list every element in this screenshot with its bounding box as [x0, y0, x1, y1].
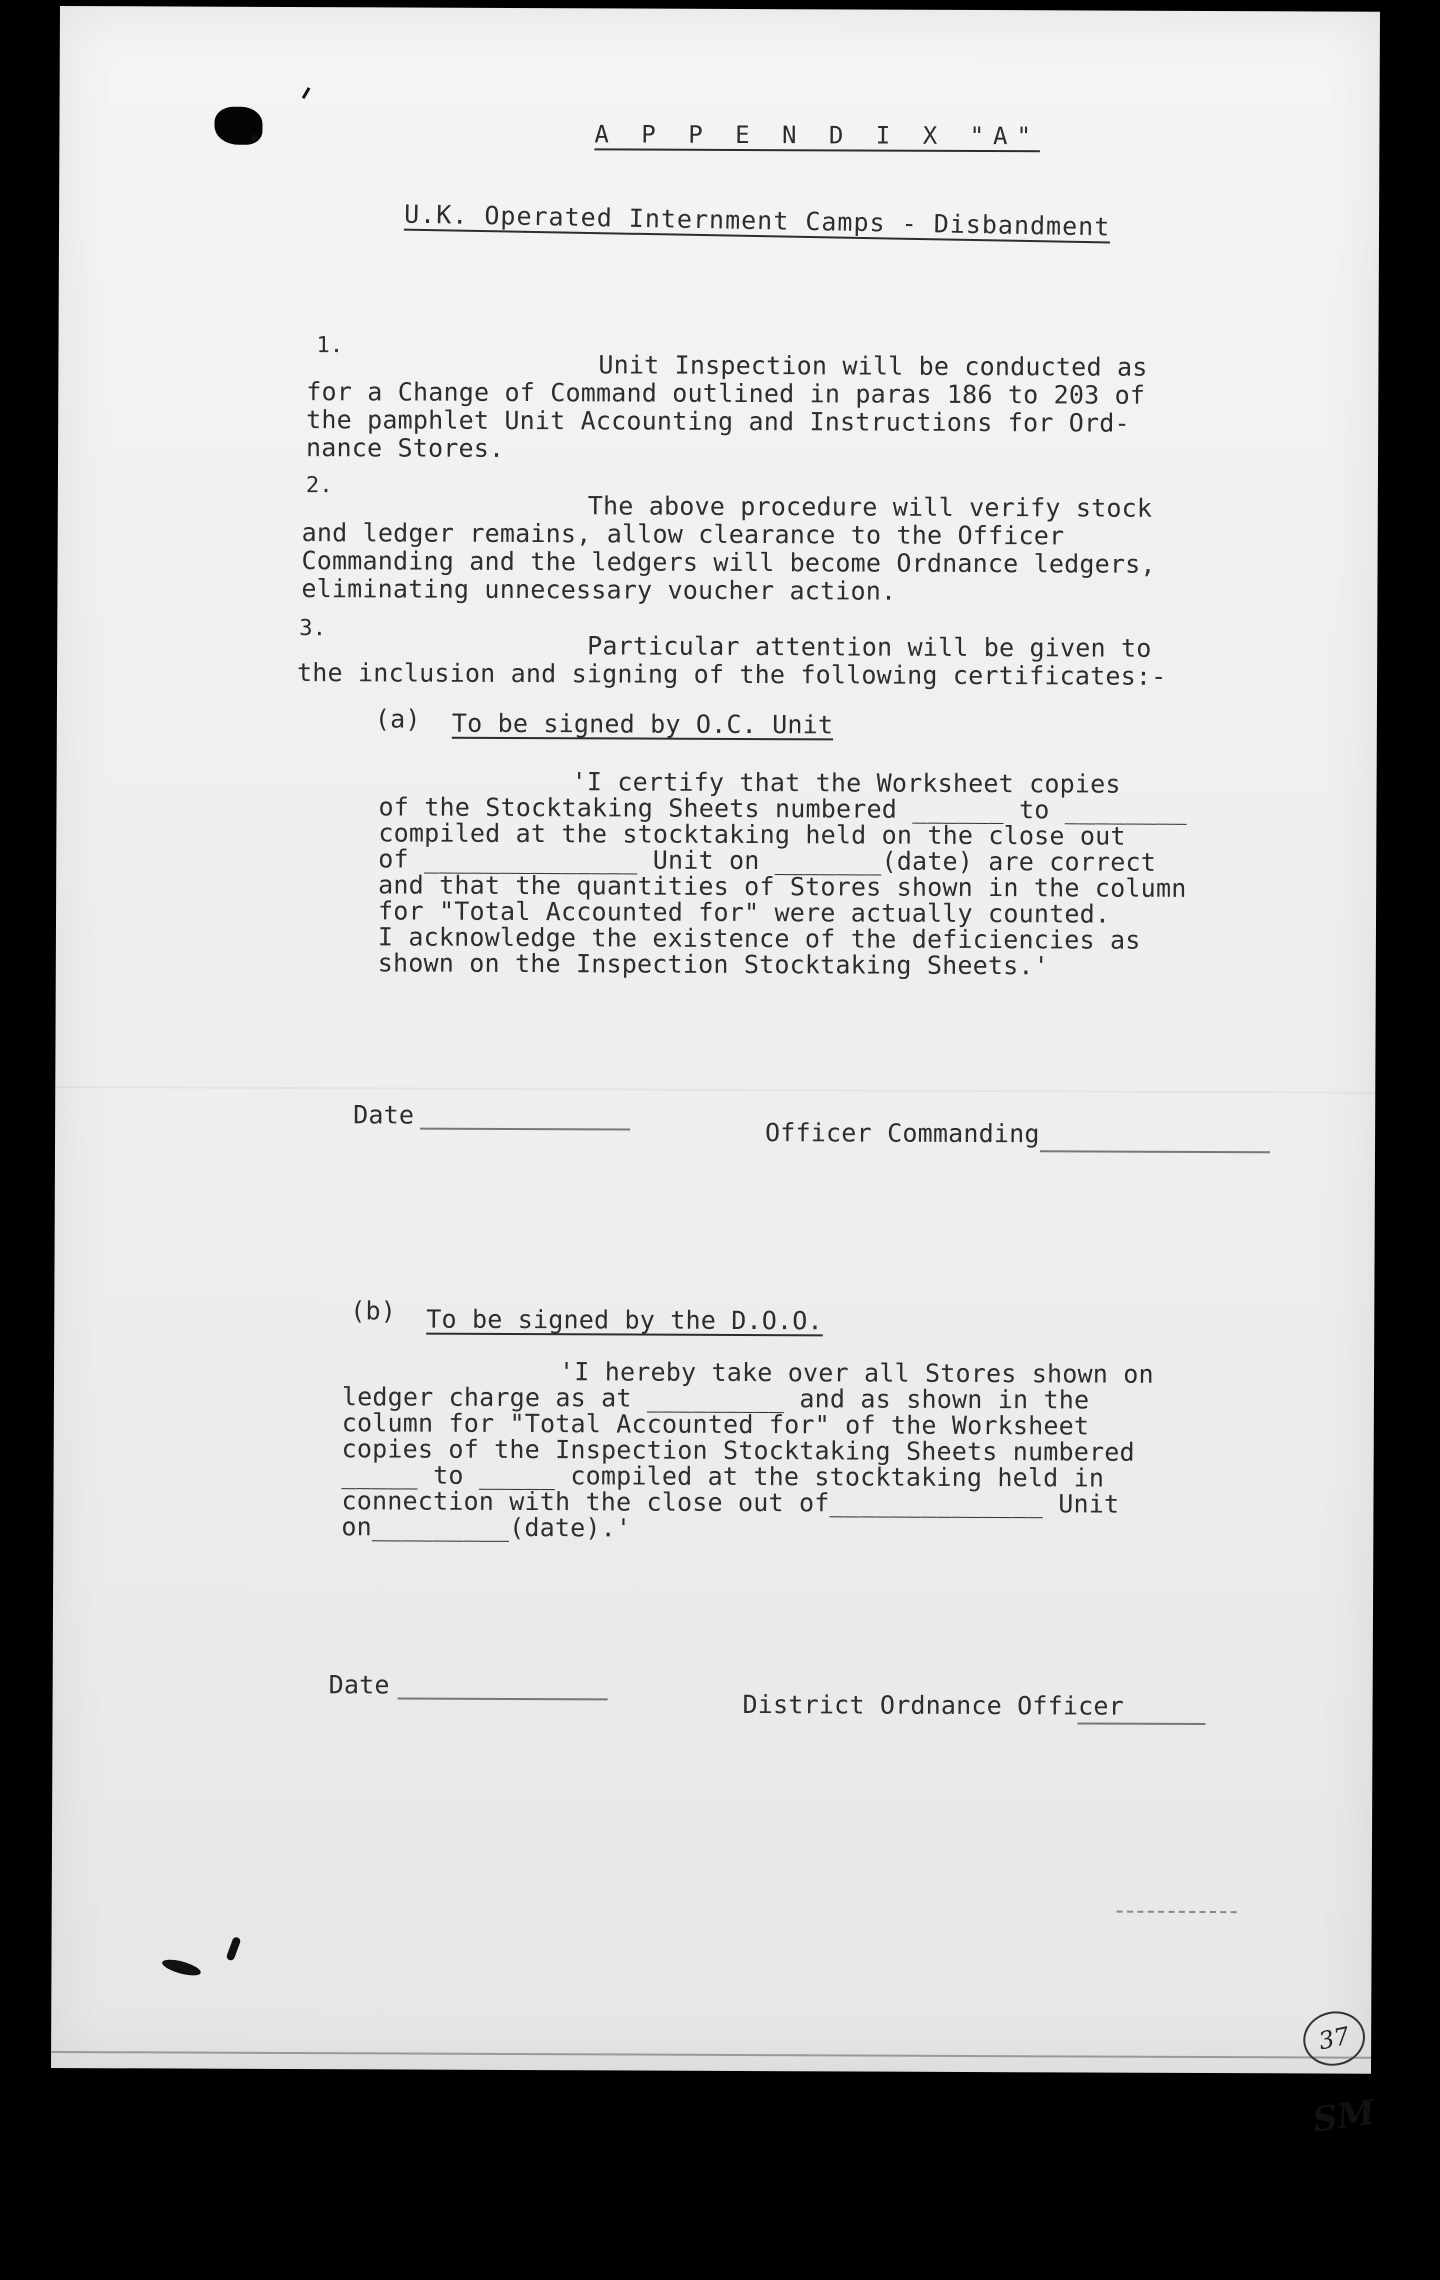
- cert-b-line: on_________(date).': [341, 1512, 632, 1543]
- cert-b-date-label: Date: [328, 1670, 390, 1700]
- cert-b-heading: To be signed by the D.O.O.: [426, 1304, 823, 1336]
- para2-line: and ledger remains, allow clearance to the Officer: [301, 518, 1065, 551]
- cert-a-line: compiled at the stocktaking held on the close out: [378, 818, 1126, 851]
- handwritten-initials: SM: [1310, 2092, 1378, 2141]
- cert-b-line: ledger charge as at _________ and as shown in the: [341, 1382, 1090, 1415]
- cert-b-officer-label: District Ordnance Officer: [742, 1689, 1124, 1721]
- pen-dot: [226, 1936, 242, 1961]
- cert-a-line: shown on the Inspection Stocktaking Sheets.': [377, 948, 1049, 981]
- page-fold: [55, 1086, 1375, 1094]
- cert-a-label: (a): [374, 704, 421, 734]
- cert-b-signature-line: [1078, 1722, 1206, 1725]
- cert-a-date-line: [420, 1128, 630, 1131]
- para1-line: nance Stores.: [306, 433, 505, 463]
- cert-a-line: 'I certify that the Worksheet copies: [571, 767, 1121, 799]
- cert-b-date-line: [398, 1697, 608, 1700]
- para2-number: 2.: [305, 473, 333, 499]
- cert-a-line: of ______________ Unit on _______(date) are correct: [378, 844, 1157, 877]
- para1-line: the pamphlet Unit Accounting and Instructions for Ord-: [306, 405, 1130, 438]
- cert-a-officer-label: Officer Commanding: [765, 1118, 1040, 1149]
- para1-line: Unit Inspection will be conducted as: [598, 350, 1148, 382]
- cert-a-line: and that the quantities of Stores shown in the column: [378, 870, 1187, 903]
- cert-b-line: _____ to _____ compiled at the stocktaking held in: [341, 1460, 1105, 1493]
- cert-a-line: of the Stocktaking Sheets numbered ______ to ________: [378, 792, 1187, 825]
- para1-line: for a Change of Command outlined in paras 186 to 203 of: [306, 377, 1146, 410]
- cert-a-heading: To be signed by O.C. Unit: [451, 708, 834, 740]
- para3-number: 3.: [299, 616, 327, 642]
- cert-a-signature-line: [1040, 1150, 1270, 1153]
- bottom-rule: [51, 2051, 1371, 2059]
- para3-line: the inclusion and signing of the following certificates:-: [297, 658, 1167, 691]
- cert-b-line: column for "Total Accounted for" of the Worksheet: [341, 1408, 1090, 1441]
- para2-line: The above procedure will verify stock: [587, 491, 1153, 523]
- cert-a-line: I acknowledge the existence of the deficiencies as: [377, 922, 1141, 955]
- dashed-rule: [1117, 1911, 1237, 1914]
- document-title: A P P E N D I X "A": [594, 120, 1041, 151]
- para3-line: Particular attention will be given to: [587, 631, 1152, 663]
- document-subtitle: U.K. Operated Internment Camps - Disbandment: [403, 199, 1111, 242]
- cert-a-line: for "Total Accounted for" were actually counted.: [377, 896, 1111, 929]
- folio-number-stamp: 37: [1298, 2006, 1370, 2071]
- cert-b-line: connection with the close out of______________ Unit: [341, 1486, 1120, 1519]
- para2-line: eliminating unnecessary voucher action.: [301, 574, 897, 606]
- cert-b-label: (b): [350, 1296, 397, 1326]
- document-page: [51, 6, 1380, 2141]
- ink-dot: [251, 135, 257, 141]
- cert-b-line: 'I hereby take over all Stores shown on: [558, 1357, 1154, 1389]
- para2-line: Commanding and the ledgers will become Ordnance ledgers,: [301, 546, 1156, 579]
- pen-mark: [161, 1956, 203, 1978]
- cert-a-date-label: Date: [353, 1100, 415, 1130]
- para1-number: 1.: [316, 333, 344, 359]
- ink-tick: [302, 87, 311, 99]
- cert-b-line: copies of the Inspection Stocktaking Sheets numbered: [341, 1434, 1135, 1467]
